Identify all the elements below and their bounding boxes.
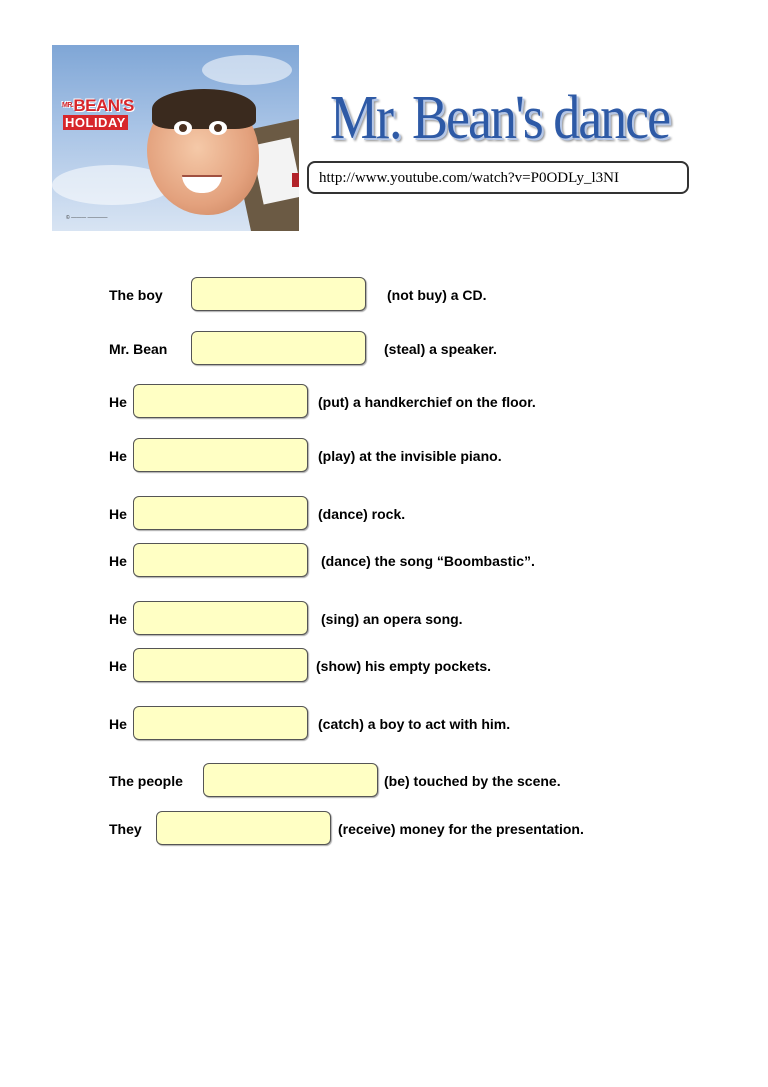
poster-eye-left: [174, 121, 192, 135]
answer-field[interactable]: [133, 543, 308, 577]
exercise-subject: He: [109, 448, 127, 464]
answer-field[interactable]: [191, 277, 366, 311]
verb-hint: (show) his empty pockets.: [316, 658, 492, 674]
video-url-box: http://www.youtube.com/watch?v=P0ODLy_l3NI: [307, 161, 689, 194]
movie-poster-image: [52, 45, 299, 231]
answer-field[interactable]: [133, 648, 308, 682]
answer-field[interactable]: [133, 601, 308, 635]
exercise-subject: They: [109, 821, 142, 837]
answer-field[interactable]: [156, 811, 331, 845]
verb-hint: (not buy) a CD.: [387, 287, 487, 303]
poster-eye-right: [209, 121, 227, 135]
exercise-subject: The boy: [109, 287, 163, 303]
exercise-subject: Mr. Bean: [109, 341, 168, 357]
exercise-subject: He: [109, 611, 127, 627]
verb-hint: (dance) rock.: [318, 506, 406, 522]
exercise-subject: He: [109, 506, 127, 522]
verb-hint: (put) a handkerchief on the floor.: [318, 394, 536, 410]
page-title: Mr. Bean's dance: [330, 82, 670, 152]
exercise-subject: He: [109, 553, 127, 569]
verb-hint: (steal) a speaker.: [384, 341, 497, 357]
verb-hint: (play) at the invisible piano.: [318, 448, 502, 464]
verb-hint: (dance) the song “Boombastic”.: [321, 553, 535, 569]
poster-tie: [292, 173, 299, 187]
answer-field[interactable]: [191, 331, 366, 365]
answer-field[interactable]: [133, 438, 308, 472]
exercise-subject: He: [109, 716, 127, 732]
verb-hint: (be) touched by the scene.: [384, 773, 561, 789]
answer-field[interactable]: [133, 384, 308, 418]
poster-logo-line1: $^{MR.}$BEAN'S: [62, 96, 134, 115]
answer-field[interactable]: [133, 496, 308, 530]
verb-hint: (sing) an opera song.: [321, 611, 463, 627]
poster-hair: [152, 89, 256, 129]
verb-hint: (catch) a boy to act with him.: [318, 716, 511, 732]
answer-field[interactable]: [133, 706, 308, 740]
exercise-subject: He: [109, 658, 127, 674]
exercise-subject: The people: [109, 773, 183, 789]
answer-field[interactable]: [203, 763, 378, 797]
poster-credits-text: © ——— ————: [66, 215, 108, 221]
poster-logo-line2: HOLIDAY: [65, 115, 126, 130]
exercise-subject: He: [109, 394, 127, 410]
verb-hint: (receive) money for the presentation.: [338, 821, 584, 837]
